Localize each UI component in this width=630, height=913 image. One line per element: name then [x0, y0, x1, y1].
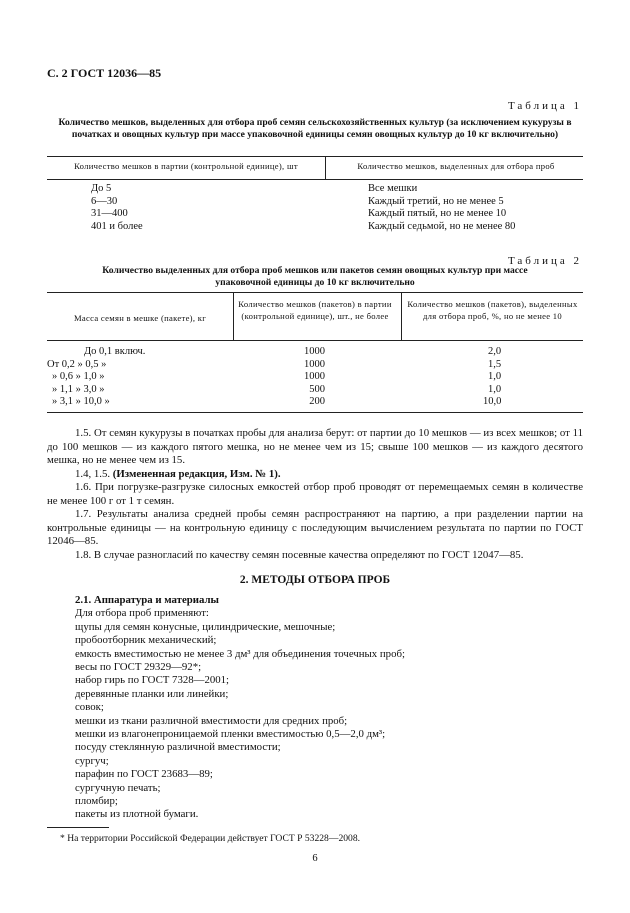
section-title: 2. МЕТОДЫ ОТБОРА ПРОБ — [239, 574, 391, 586]
table2-cell: 1,0 — [488, 383, 502, 395]
subsection-title: 2.1. Аппаратура и материалы — [75, 594, 219, 606]
page-header: С. 2 ГОСТ 12036—85 — [47, 66, 162, 80]
footnote-rule — [47, 827, 109, 828]
paragraph-1-8: 1.8. В случае разногласий по качеству семян посевные качества определяют по ГОСТ 12047—85. — [75, 548, 524, 561]
equipment-item: деревянные планки или линейки; — [75, 687, 229, 700]
table2-cell: 1000 — [304, 371, 325, 382]
table1-cell: Каждый третий, но не менее 5 — [368, 195, 504, 207]
equipment-item: сургучную печать; — [75, 781, 161, 794]
table2-col-divider — [233, 292, 234, 341]
table2-cell: 1000 — [304, 358, 325, 370]
table1-header-rule — [47, 179, 583, 180]
paragraph-1-7: 1.7. Результаты анализа средней пробы семян распространяют на партию, а при разделении партии на контрольные единицы — на контрольную единицу с последующим вычислением результата по партии по ГОСТ 12046—85. — [47, 508, 583, 547]
footnote: * На территории Российской Федерации действует ГОСТ Р 53228—2008. — [60, 833, 361, 844]
table2-cell: » 0,6 » 1,0 » — [52, 371, 105, 382]
equipment-item: емкость вместимостью не менее 3 дм³ для объединения точечных проб; — [75, 647, 405, 660]
paragraph-1-6: 1.6. При погрузке-разгрузке силосных емкостей отбор проб проводят от перемещаемых семян в количестве не менее 100 г от 1 т семян. — [47, 481, 583, 507]
table2-cell: » 1,1 » 3,0 » — [52, 383, 105, 395]
equipment-item: парафин по ГОСТ 23683—89; — [75, 768, 213, 781]
table2-col-divider — [401, 292, 402, 341]
equipment-item: мешки из ткани различной вместимости для средних проб; — [75, 714, 348, 727]
table1-cell: Каждый седьмой, но не менее 80 — [368, 220, 516, 232]
equipment-item: пломбир; — [75, 795, 118, 807]
equipment-item: щупы для семян конусные, цилиндрические, мешочные; — [75, 620, 336, 633]
equipment-item: набор гирь по ГОСТ 7328—2001; — [75, 674, 230, 687]
equipment-item: мешки из влагонепроницаемой пленки вместимостью 0,5—2,0 дм³; — [75, 728, 386, 740]
table2-cell: 1,0 — [488, 371, 502, 382]
table1-col-divider — [325, 156, 326, 180]
table1-cell: 401 и более — [91, 220, 143, 232]
page-number: 6 — [312, 853, 318, 864]
table2-cell: 500 — [309, 383, 325, 395]
table1-cell: До 5 — [91, 183, 112, 194]
table2-cell: 2,0 — [488, 346, 502, 357]
table2-label: Таблица 2 — [507, 255, 582, 267]
table1-col2-header: Количество мешков, выделенных для отбора проб — [357, 161, 555, 171]
table1-caption: Количество мешков, выделенных для отбора проб семян сельскохозяйственных культур (за исключением кукурузы в початках и овощных культур при массе упаковочной единицы семян овощных культур до 10 кг включительно) — [58, 117, 572, 140]
intro-line: Для отбора проб применяют: — [75, 607, 209, 620]
table2-cell: » 3,1 » 10,0 » — [52, 396, 110, 407]
table2-cell: От 0,2 » 0,5 » — [47, 358, 107, 370]
table1-top-rule — [47, 156, 583, 157]
table2-col3-header: Количество мешков (пакетов), выделенных для отбора проб, %, но не менее 10 — [407, 299, 578, 321]
table2-cell: 1,5 — [488, 358, 502, 370]
table2-col1-header: Масса семян в мешке (пакете), кг — [73, 313, 207, 323]
equipment-item: пакеты из плотной бумаги. — [75, 808, 199, 821]
table1-cell: 31—400 — [91, 208, 128, 219]
table2-top-rule — [47, 292, 583, 293]
table2-cell: До 0,1 включ. — [84, 346, 146, 357]
equipment-item: сургуч; — [75, 754, 109, 767]
equipment-item: весы по ГОСТ 29329—92*; — [75, 661, 202, 673]
paragraph-1-5: 1.5. От семян кукурузы в початках пробы для анализа берут: от партии до 10 мешков — из всех мешков; от 11 до 100 мешков — из каждого пятого мешка, но не менее чем из 15; свыше 100 мешков — из каждого десятого мешка, но не менее чем из 15. — [47, 427, 583, 466]
table2-cell: 10,0 — [483, 396, 502, 407]
equipment-item: совок; — [75, 701, 104, 714]
table2-bottom-rule — [47, 412, 583, 413]
table1-col1-header: Количество мешков в партии (контрольной единице), шт — [74, 161, 298, 171]
table1-label: Таблица 1 — [507, 100, 582, 112]
paragraph-amendment: 1.4, 1.5. (Измененная редакция, Изм. № 1). — [75, 467, 281, 480]
table2-col2-header: Количество мешков (пакетов) в партии (контрольной единице), шт., не более — [238, 299, 392, 321]
table1-cell: Все мешки — [368, 183, 418, 194]
table1-cell: Каждый пятый, но не менее 10 — [368, 208, 507, 219]
equipment-item: пробоотборник механический; — [75, 634, 217, 647]
table2-cell: 200 — [309, 396, 325, 407]
table2-header-rule — [47, 340, 583, 341]
equipment-item: посуду стеклянную различной вместимости; — [75, 741, 281, 754]
table2-caption: Количество выделенных для отбора проб мешков или пакетов семян овощных культур при массе упаковочной единицы до 10 кг включительно — [102, 265, 528, 288]
table2-cell: 1000 — [304, 346, 325, 357]
table1-cell: 6—30 — [91, 195, 118, 207]
